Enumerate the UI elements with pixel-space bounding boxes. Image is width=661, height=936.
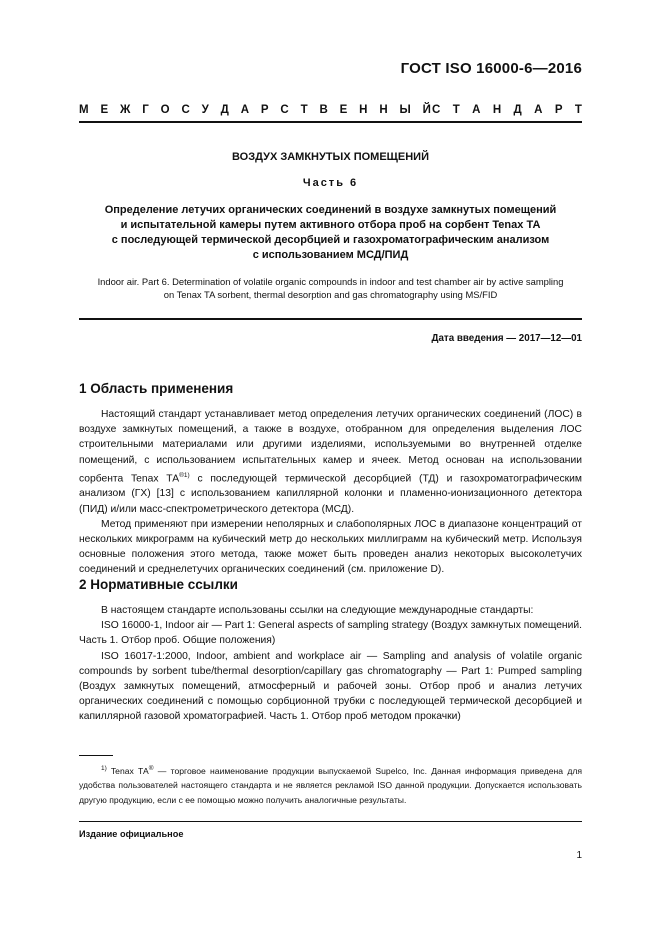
title-main-1: Определение летучих органических соединений в воздухе замкнутых помещений bbox=[104, 204, 557, 216]
header-rule bbox=[79, 121, 582, 123]
title-line: ВОЗДУХ ЗАМКНУТЫХ ПОМЕЩЕНИЙ bbox=[232, 151, 429, 163]
footnote-product: Tenax ТА bbox=[110, 765, 149, 776]
scope-paragraph-2: Метод применяют при измерении неполярных и слабополярных ЛОС в диапазоне концентраций от нескольких микрограмм на кубический метр до нескольких миллиграмм на кубический метр. Используя основные положения этого метода, также может быть проведен анализ некоторых высоколетучих соединений и среднелетучих органических соединений (см. приложение D). bbox=[79, 518, 582, 576]
section-scope-body bbox=[79, 407, 582, 578]
title-main-4: с использованием МСД/ПИД bbox=[252, 249, 409, 261]
title-main-3: с последующей термической десорбцией и газохроматографическим анализом bbox=[111, 234, 550, 246]
title-english-2: on Tenax TA sorbent, thermal desorption and gas chromatography using MS/FID bbox=[163, 289, 498, 300]
footnote-ref[interactable]: ®1) bbox=[179, 471, 190, 479]
footnote bbox=[79, 762, 582, 807]
edition-label: Издание официальное bbox=[79, 829, 184, 839]
title-part: Часть 6 bbox=[302, 177, 359, 189]
section-heading-scope: 1 Область применения bbox=[79, 381, 234, 396]
section-references-body bbox=[79, 603, 582, 725]
reference-iso-16000-1: ISO 16000-1, Indoor air — Part 1: General aspects of sampling strategy (Воздух замкнутых помещений. Часть 1. Отбор проб. Общие положения) bbox=[79, 620, 582, 647]
references-intro: В настоящем стандарте использованы ссылки на следующие международные стандарты: bbox=[101, 605, 534, 616]
title-rule bbox=[79, 318, 582, 320]
standard-banner bbox=[79, 104, 582, 116]
footnote-marker: 1) bbox=[101, 765, 107, 772]
banner-word-standard: С Т А Н Д А Р Т bbox=[432, 104, 582, 116]
footnote-text: — торговое наименование продукции выпускаемой Supelco, Inc. Данная информация приведена для удобства пользователей настоящего стандарта и не является рекламой ISO данной продукции. Допускается использовать другую продукцию, если с ее помощью можно получить аналогичные результаты. bbox=[79, 765, 583, 805]
title-english-1: Indoor air. Part 6. Determination of volatile organic compounds in indoor and test chamber air by active sampling bbox=[97, 276, 564, 287]
banner-word-interstate: М Е Ж Г О С У Д А Р С Т В Е Н Н Ы Й bbox=[79, 104, 431, 116]
registered-mark: ® bbox=[148, 765, 154, 772]
document-code: ГОСТ ISO 16000-6—2016 bbox=[400, 60, 582, 77]
scope-paragraph-1: Настоящий стандарт устанавливает метод определения летучих органических соединений (ЛОС) в воздухе замкнутых помещений, а также в воздухе, отобранном для определения выделения ЛОС строительными материалами или другими изделиями, используемыми во внутренней отделке помещений, с использованием испытательных камер и ячеек. Метод основан на использовании сорбента Tenax $ТА^{®1)}$ с последующей термической десорбцией (ТД) и газохроматографическим анализом (ГХ) [13] с использованием капиллярной колонки и пламенно-ионизационного детектора (ПИД) и/или масс-спектрометрического детектора (МСД). bbox=[79, 409, 582, 515]
title-main-2: и испытательной камеры путем активного отбора проб на сорбент Tenax ТА bbox=[120, 219, 541, 231]
section-heading-references: 2 Нормативные ссылки bbox=[79, 577, 238, 592]
introduction-date: Дата введения — 2017—12—01 bbox=[431, 333, 582, 344]
footer-rule bbox=[79, 821, 582, 822]
page-number: 1 bbox=[576, 850, 582, 861]
footnote-rule bbox=[79, 755, 113, 756]
reference-iso-16017-1: ISO 16017-1:2000, Indoor, ambient and workplace air — Sampling and analysis of volatile organic compounds by sorbent tube/thermal desorption/capillary gas chromatography — Part 1: Pumped sampling (Воздух замкнутых помещений, атмосферный и рабочей зоны. Отбор проб и анализ летучих органических соединений с помощью сорбционной трубки с последующей термической десорбцией и капиллярной газовой хроматографией. Часть 1. Отбор проб методом прокачки) bbox=[79, 650, 582, 723]
